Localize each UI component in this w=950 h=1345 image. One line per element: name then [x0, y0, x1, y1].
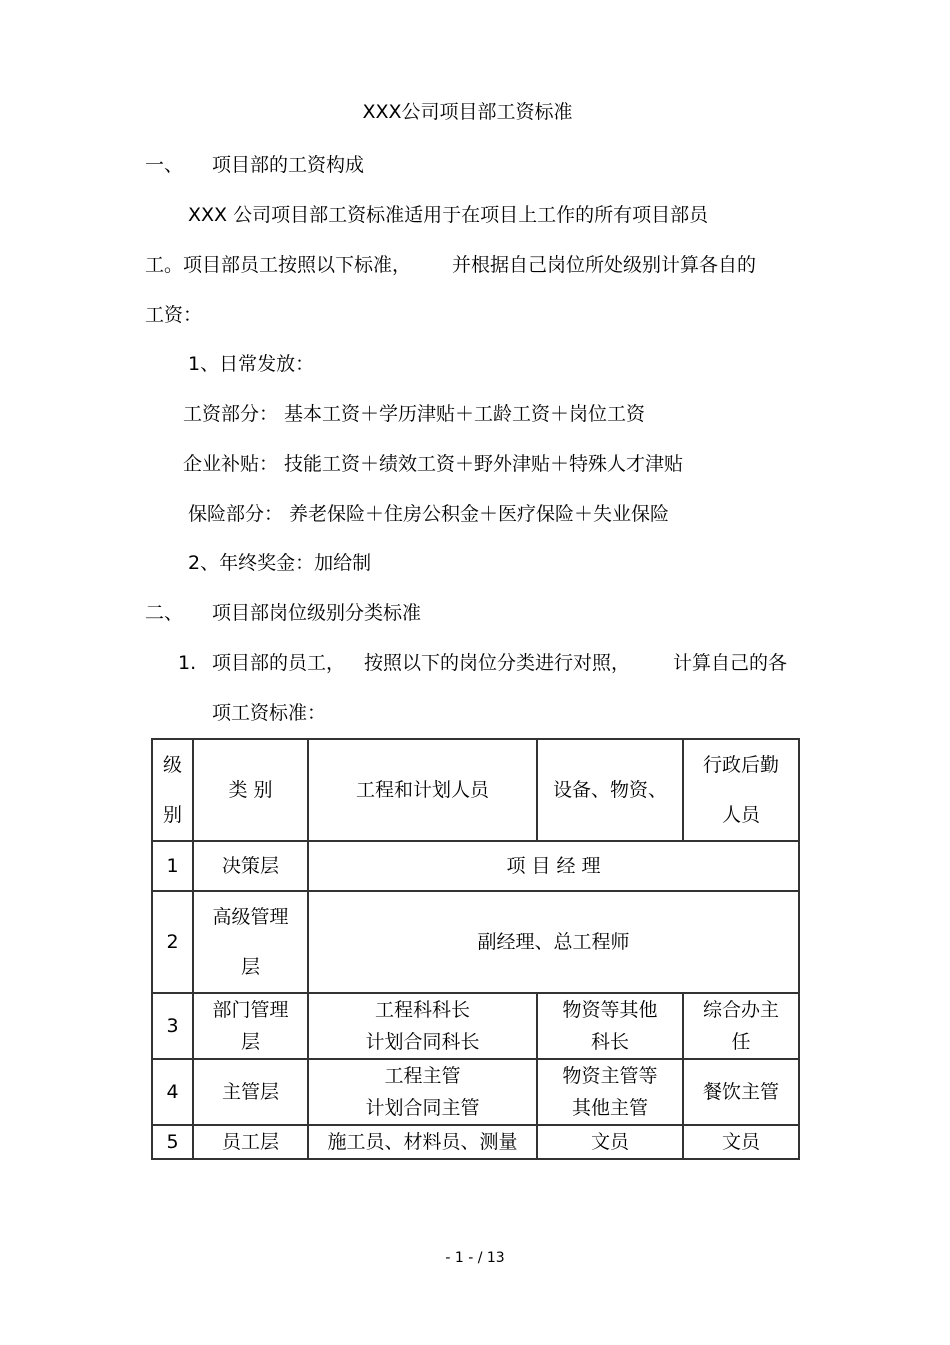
header-level: 级 别 [152, 739, 193, 841]
table-row [152, 1125, 799, 1159]
document-title: XXX公司项目部工资标准 [362, 101, 573, 123]
row-engineering: 施工员、材料员、测量 [308, 1125, 537, 1159]
row-equipment: 文员 [537, 1125, 683, 1159]
section1-paragraph-line2a: 工。项目部员工按照以下标准， [145, 254, 412, 276]
row-positions: 项 目 经 理 [308, 841, 799, 891]
section1-paragraph-line3: 工资： [145, 304, 203, 326]
row-level: 5 [152, 1125, 193, 1159]
row-equipment: 物资主管等 其他主管 [537, 1059, 683, 1125]
header-equipment: 设备、物资、 [537, 739, 683, 841]
row-admin: 餐饮主管 [683, 1059, 799, 1125]
row-engineering: 工程科科长 计划合同科长 [308, 993, 537, 1059]
row-positions: 副经理、总工程师 [308, 891, 799, 993]
page-number: - 1 - / 13 [445, 1250, 505, 1266]
row-category: 部门管理 层 [193, 993, 308, 1059]
row-category: 主管层 [193, 1059, 308, 1125]
section1-paragraph-line1: XXX 公司项目部工资标准适用于在项目上工作的所有项目部员 [188, 204, 709, 226]
row-level: 1 [152, 841, 193, 891]
table-row [152, 993, 799, 1059]
section2-item1-part-a: 项目部的员工， [212, 652, 346, 674]
row-equipment: 物资等其他 科长 [537, 993, 683, 1059]
insurance-line: 保险部分： 养老保险＋住房公积金＋医疗保险＋失业保险 [188, 503, 670, 525]
subsidy-line: 企业补贴： 技能工资＋绩效工资＋野外津贴＋特殊人才津贴 [183, 453, 684, 475]
row-category: 决策层 [193, 841, 308, 891]
wage-part-line: 工资部分： 基本工资＋学历津贴＋工龄工资＋岗位工资 [183, 403, 646, 425]
section2-heading: 项目部岗位级别分类标准 [212, 602, 422, 624]
section2-item1-part-b: 按照以下的岗位分类进行对照， [364, 652, 631, 674]
section1-heading: 项目部的工资构成 [212, 154, 365, 176]
daily-payment-item: 1、日常发放： [188, 353, 315, 375]
row-level: 3 [152, 993, 193, 1059]
section2-item1-line2: 项工资标准： [212, 702, 327, 724]
section2-item1-number: 1. [178, 652, 197, 674]
table-row [152, 1059, 799, 1125]
section2-number: 二、 [145, 602, 184, 624]
row-engineering: 工程主管 计划合同主管 [308, 1059, 537, 1125]
header-admin: 行政后勤 人员 [683, 739, 799, 841]
row-level: 4 [152, 1059, 193, 1125]
row-category: 员工层 [193, 1125, 308, 1159]
row-admin: 文员 [683, 1125, 799, 1159]
table-header-row [152, 739, 799, 841]
section2-item1-part-c: 计算自己的各 [673, 652, 788, 674]
header-category: 类 别 [193, 739, 308, 841]
table-row [152, 841, 799, 891]
section1-number: 一、 [145, 154, 184, 176]
year-end-bonus-item: 2、年终奖金：加给制 [188, 552, 372, 574]
section1-paragraph-line2b: 并根据自己岗位所处级别计算各自的 [452, 254, 757, 276]
row-level: 2 [152, 891, 193, 993]
table-row [152, 891, 799, 993]
position-grade-table [151, 738, 800, 1160]
row-category: 高级管理 层 [193, 891, 308, 993]
row-admin: 综合办主 任 [683, 993, 799, 1059]
header-engineering: 工程和计划人员 [308, 739, 537, 841]
